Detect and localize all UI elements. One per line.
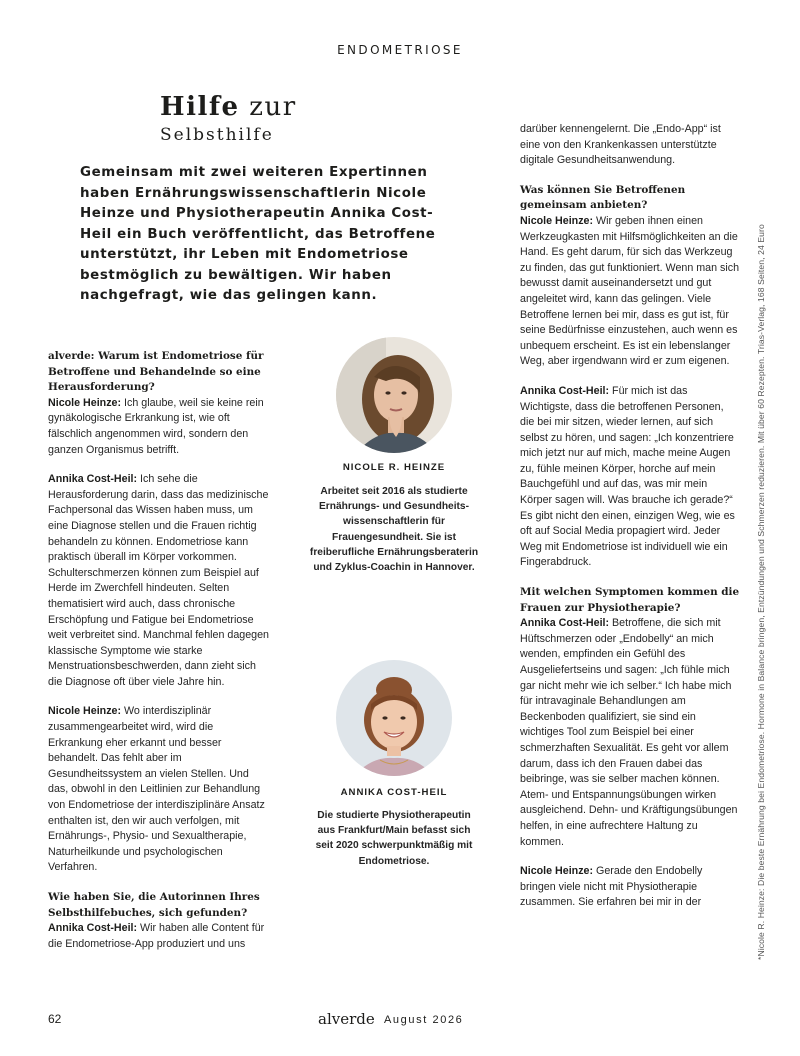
answer-6: [520, 384, 740, 571]
article-title: [160, 92, 297, 146]
answer-1: [48, 396, 270, 458]
answer-7: [520, 616, 740, 850]
profile-bio: Arbeitet seit 2016 als studierte Ernährungs- und Gesundheits-wissenschaftlerin für Frauengesundheit. Sie ist freiberufliche Ernährungsberaterin und Zyklus-Coachin in Hannover.: [309, 486, 479, 574]
answer-8: [520, 864, 740, 911]
speaker-label: Nicole Heinze:: [48, 705, 122, 718]
section-label: ENDOMETRIOSE: [337, 43, 463, 57]
profile-bio: Die studierte Physiotherapeutin aus Frankfurt/Main befasst sich seit 2020 schwerpunktmäßig mit Endometriose.: [315, 810, 473, 867]
question-3: Was können Sie Betroffenen gemeinsam anbieten?: [520, 183, 686, 212]
left-column: [48, 349, 270, 952]
portrait-nicole-heinze: [336, 337, 452, 453]
speaker-label: Annika Cost-Heil:: [520, 617, 610, 630]
portrait-annika-cost-heil: [336, 660, 452, 776]
question-1-text: Warum ist Endometriose für Betroffene und Behandelnde so eine Herausforderung?: [48, 350, 264, 394]
paragraph-continued: darüber kennengelernt. Die „Endo-App“ ist eine von den Krankenkassen unterstützte digitale Gesundheitsanwendung.: [520, 123, 721, 167]
answer-text: Wir geben ihnen einen Werkzeugkasten mit Hilfsmöglichkeiten an die Hand. Es geht darum, für sich das Werkzeug zu finden, das gut funktioniert. Wenn man sich bewusst damit auseinandersetzt und gut angeleitet wird, kann das gelingen. Viele Betroffene lernen bei mir, dass es gut ist, für seine Bedürfnisse einzustehen, auch wenn es unbequem erscheint. Es ist ein lebenslanger Weg, aber irgendwann wird er zum eigenen.: [520, 214, 740, 368]
speaker-label: Nicole Heinze:: [520, 214, 594, 227]
profile-name: ANNIKA COST-HEIL: [340, 787, 448, 798]
issue-date: August 2026: [384, 1014, 464, 1026]
answer-text: Gerade den Endobelly bringen viele nicht mit Physiotherapie zusammen. Sie erfahren bei mir in der: [520, 865, 703, 909]
question-2: Wie haben Sie, die Autorinnen Ihres Selbsthilfebuches, sich gefunden?: [48, 891, 260, 919]
answer-text: Betroffene, die sich mit Hüftschmerzen oder „Endobelly“ an mich wenden, empfinden ein Gefühl des Ausgeliefertseins und sagen: „Ich fühle mich gar nicht mehr wie ich selber.“ Ich habe mich für intravaginale Behandlungen am Beckenboden qualifiziert, sie sind ein wichtiges Tool zum Beispiel bei einer schmerzhaften Sexualität. Es geht vor allem darum, dass ich den Frauen dabei das beibringe, was sie selber machen können. Atem- und Entspannungsübungen wirken ausgleichend. Dehn- und Kräftigungsübungen helfen, in eine aufrechtere Haltung zu kommen.: [520, 617, 738, 848]
answer-text: Wo interdisziplinär zusammengearbeitet wird, wird die Erkrankung eher erkannt und besser behandelt. Das fehlt aber im Gesundheitssystem an vielen Stellen. Und das, obwohl in den Leitlinien zur Behandlung von Endometriose der interdisziplinäre Ansatz enthalten ist, den wir auch verfolgen, mit Ernährungs-, Physio- und Sexualtherapie, Naturheilkunde und psychologischen Verfahren.: [48, 705, 265, 874]
answer-text: Für mich ist das Wichtigste, dass die betroffenen Personen, die bei mir sitzen, wieder lernen, auf sich selbst zu hören, und sagen: „Ich konzentriere mich jetzt nur auf mich, mache meine Augen zu, fühle meinen Körper, horche auf mein Bauchgefühl und auf das, was mir mein Körper sagen will. Was brauche ich gerade?“ Es gibt nicht den einen, einzigen Weg, wie es oft auf Social Media propagiert wird. Jeder Weg mit Endometriose ist individuell wie ein Fingerabdruck.: [520, 384, 735, 569]
magazine-logo: alverde: [318, 1010, 375, 1028]
book-reference-note: *Nicole R. Heinze: Die beste Ernährung bei Endometriose. Hormone in Balance bringen, Entzündungen und Schmerzen reduzieren. Mit über 60 Rezepten. Trias-Verlag, 168 Seiten, 24 Euro: [756, 224, 766, 960]
answer-5: [520, 214, 740, 370]
answer-2: [48, 472, 270, 690]
speaker-label: Nicole Heinze:: [48, 396, 122, 409]
answer-4: [48, 921, 270, 952]
title-strong: Hilfe: [160, 92, 240, 122]
right-column: [520, 122, 740, 911]
speaker-label: Nicole Heinze:: [520, 865, 594, 878]
answer-text: Ich glaube, weil sie keine rein gynäkologische Erkrankung ist, wie oft fälschlich angenommen wird, sondern den ganzen Organismus betrifft.: [48, 396, 264, 456]
page-number: 62: [48, 1012, 62, 1026]
profile-name: NICOLE R. HEINZE: [342, 462, 446, 473]
question-brand: alverde:: [48, 350, 95, 362]
answer-text: Ich sehe die Herausforderung darin, dass das medizinische Fachpersonal das Wissen haben muss, um eine Diagnose stellen und die Frauen richtig behandeln zu können. Endometriose kann praktisch überall im Körper vorkommen. Schulterschmerzen können zum Beispiel auf Herde im Zwerchfell hindeuten. Selten thematisiert wird auch, dass chronische Erschöpfung und Fatigue bei Endometriose weit verbreitet sind. Manchmal fehlen dagegen klassische Symptome wie starke Menstruationsbeschwerden, dann zieht sich die Diagnose oft über viele Jahre hin.: [48, 473, 270, 688]
title-rest: zur: [239, 92, 297, 122]
lead-paragraph: Gemeinsam mit zwei weiteren Expertinnen haben Ernährungswissenschaftlerin Nicole Heinze und Physiotherapeutin Annika Cost-Heil ein Buch veröffentlicht, das Betroffene unterstützt, ihr Leben mit Endometriose bestmöglich zu bewältigen. Wir haben nachgefragt, wie das gelingen kann.: [80, 165, 436, 303]
answer-text: Wir haben alle Content für die Endometriose-App produziert und uns: [48, 922, 265, 950]
speaker-label: Annika Cost-Heil:: [520, 384, 610, 397]
speaker-label: Annika Cost-Heil:: [48, 473, 138, 486]
title-line2: Selbsthilfe: [160, 125, 274, 145]
question-1: [48, 349, 270, 396]
question-4: Mit welchen Symptomen kommen die Frauen zur Physiotherapie?: [520, 586, 740, 614]
speaker-label: Annika Cost-Heil:: [48, 922, 138, 935]
answer-3: [48, 704, 270, 876]
